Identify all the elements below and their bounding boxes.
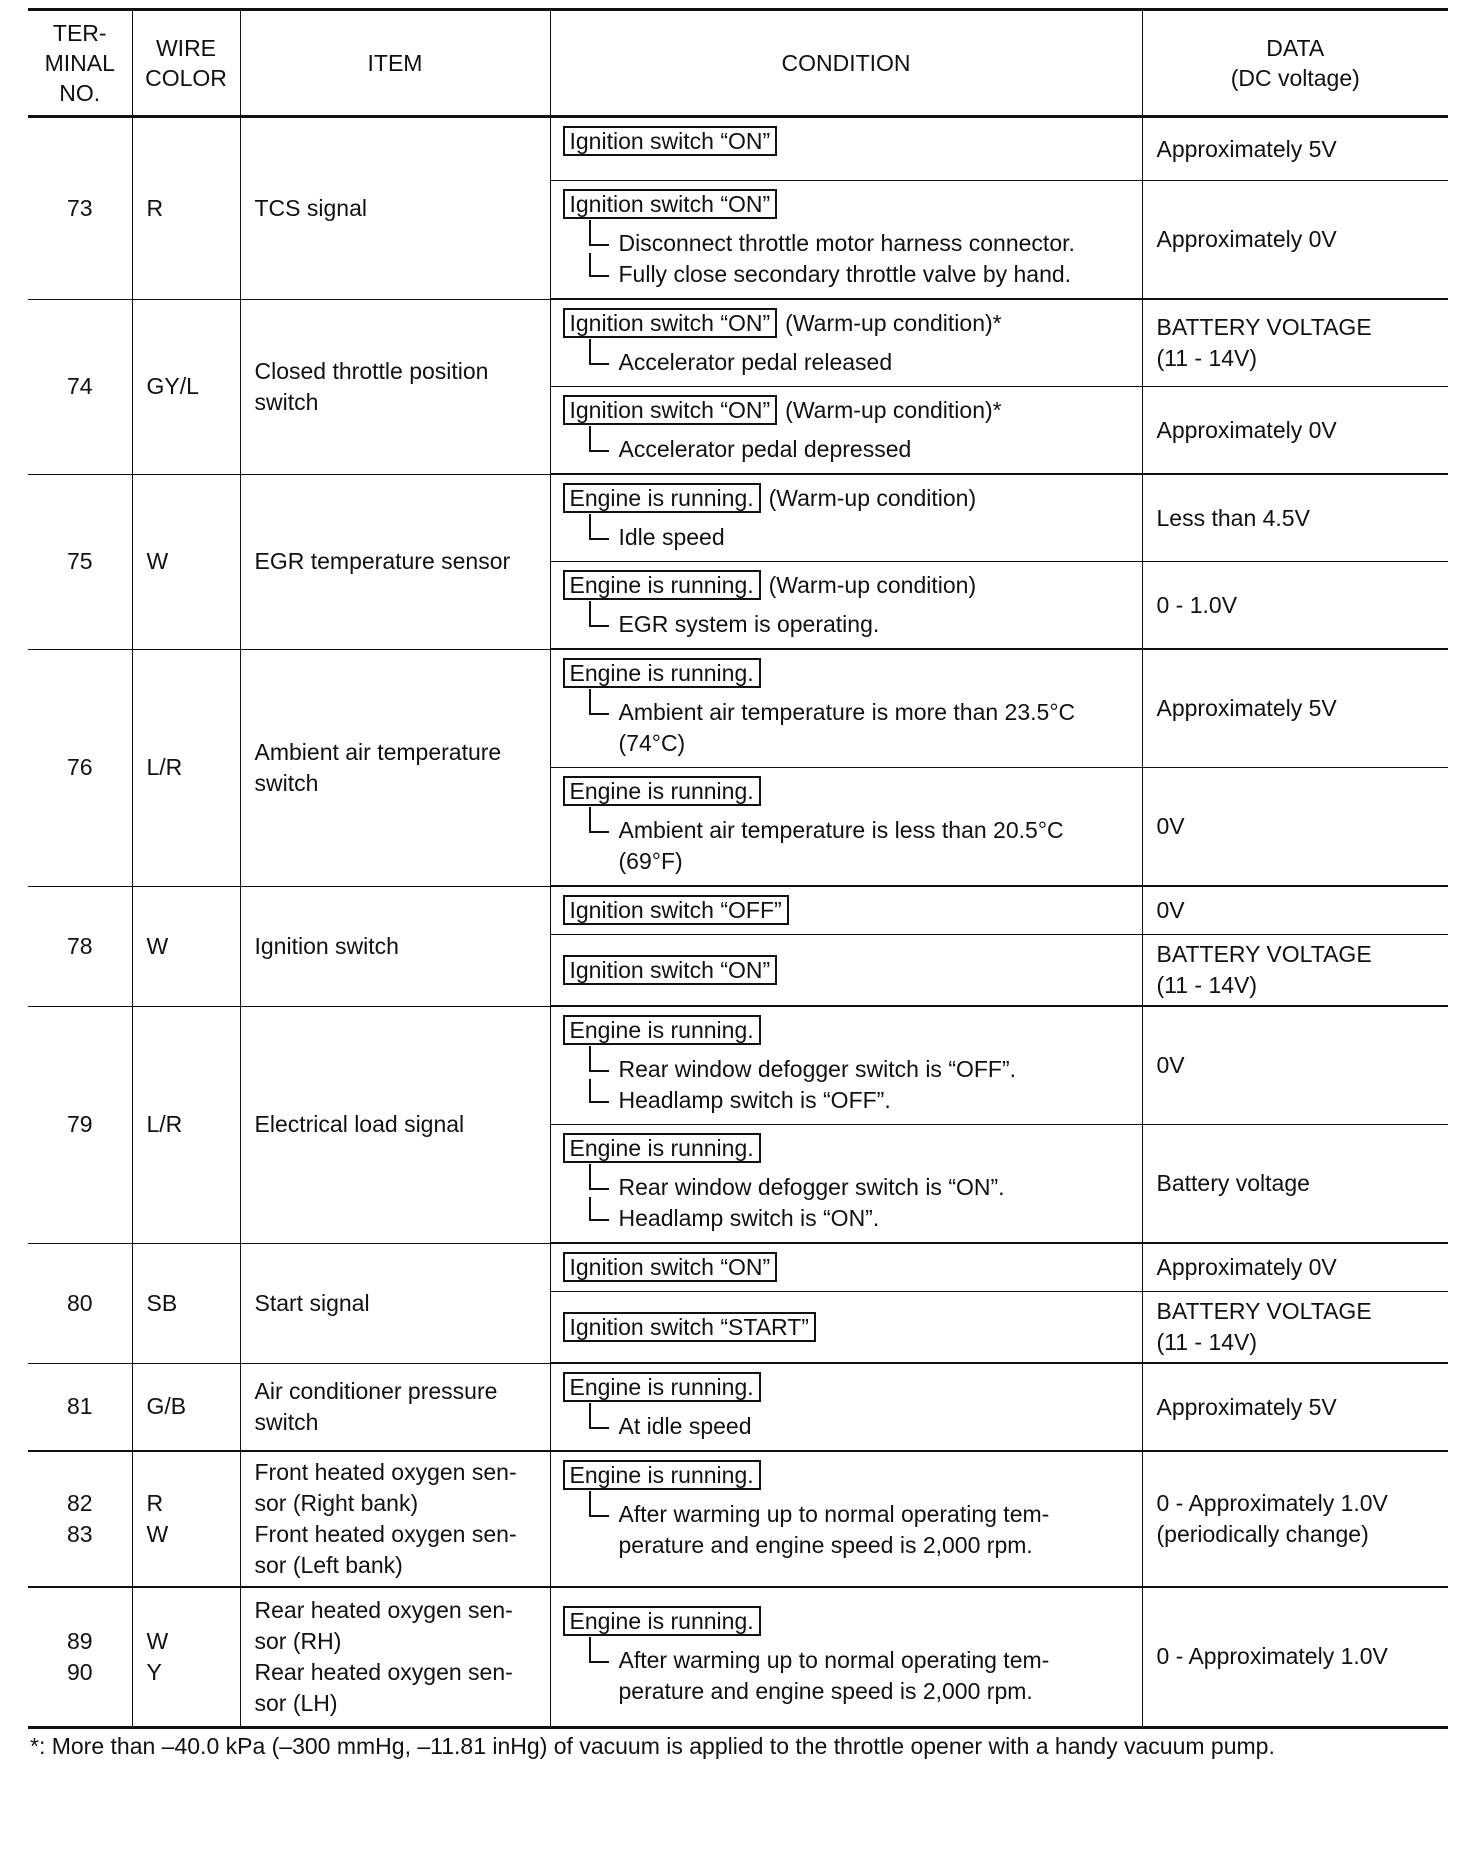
- sub-condition: Fully close secondary throttle valve by hand.: [589, 259, 1130, 290]
- footnote: *: More than –40.0 kPa (–300 mmHg, –11.81 inHg) of vacuum is applied to the throttle opener with a handy vacuum pump.: [30, 1732, 1275, 1759]
- table-row: [28, 474, 1448, 562]
- terminal-no: 81: [28, 1363, 132, 1451]
- sub-condition: Rear window defogger switch is “ON”.: [589, 1172, 1130, 1203]
- condition-box: Engine is running.: [563, 776, 761, 806]
- condition: [550, 181, 1142, 300]
- item: Electrical load signal: [240, 1006, 550, 1243]
- wire-color: L/R: [132, 649, 240, 886]
- table-row: [28, 1363, 1448, 1451]
- wire-color: SB: [132, 1243, 240, 1363]
- data-value: Approximately 5V: [1142, 649, 1448, 768]
- sub-condition: At idle speed: [589, 1411, 1130, 1442]
- table-row: [28, 117, 1448, 181]
- condition: [550, 649, 1142, 768]
- condition-box: Ignition switch “OFF”: [563, 895, 789, 925]
- condition-box: Engine is running.: [563, 1015, 761, 1045]
- sub-condition: Rear window defogger switch is “OFF”.: [589, 1054, 1130, 1085]
- header-terminal-no: TER- MINAL NO.: [28, 10, 132, 117]
- terminal-no: 78: [28, 886, 132, 1006]
- terminal-no: 79: [28, 1006, 132, 1243]
- table-row: [28, 1006, 1448, 1125]
- terminal-no: 74: [28, 299, 132, 474]
- item: Air conditioner pressure switch: [240, 1363, 550, 1451]
- terminal-no: 80: [28, 1243, 132, 1363]
- sub-condition: Ambient air temperature is more than 23.5°C (74°C): [589, 697, 1130, 759]
- data-value: Approximately 5V: [1142, 1363, 1448, 1451]
- terminal-no: 73: [28, 117, 132, 300]
- terminal-data-sheet: [28, 8, 1448, 1761]
- item: EGR temperature sensor: [240, 474, 550, 649]
- condition-box: Engine is running.: [563, 1133, 761, 1163]
- table-row: [28, 1243, 1448, 1292]
- condition: [550, 1451, 1142, 1587]
- item: TCS signal: [240, 117, 550, 300]
- condition: [550, 117, 1142, 181]
- item: Front heated oxygen sen- sor (Right bank) Front heated oxygen sen- sor (Left bank): [240, 1451, 550, 1587]
- data-value: 0 - 1.0V: [1142, 562, 1448, 650]
- table-row: [28, 299, 1448, 387]
- data-value: BATTERY VOLTAGE (11 - 14V): [1142, 1292, 1448, 1364]
- wire-color: R W: [132, 1451, 240, 1587]
- condition: [550, 1243, 1142, 1292]
- condition: [550, 768, 1142, 887]
- wire-color: W: [132, 886, 240, 1006]
- table-row: [28, 649, 1448, 768]
- sub-condition: Idle speed: [589, 522, 1130, 553]
- sub-condition: Headlamp switch is “OFF”.: [589, 1085, 1130, 1116]
- wire-color: W Y: [132, 1587, 240, 1727]
- condition-box: Ignition switch “ON”: [563, 1252, 778, 1282]
- condition-box: Ignition switch “ON”: [563, 126, 778, 156]
- sub-condition: Ambient air temperature is less than 20.5°C (69°F): [589, 815, 1130, 877]
- condition: [550, 1587, 1142, 1727]
- condition-box: Ignition switch “ON”: [563, 308, 778, 338]
- sub-condition: EGR system is operating.: [589, 609, 1130, 640]
- data-value: 0V: [1142, 768, 1448, 887]
- condition-box: Ignition switch “ON”: [563, 189, 778, 219]
- header-condition: CONDITION: [550, 10, 1142, 117]
- condition-box: Ignition switch “START”: [563, 1312, 816, 1342]
- condition-box: Engine is running.: [563, 570, 761, 600]
- wire-color: GY/L: [132, 299, 240, 474]
- condition-box: Engine is running.: [563, 1460, 761, 1490]
- item: Start signal: [240, 1243, 550, 1363]
- condition-box: Engine is running.: [563, 658, 761, 688]
- condition-box: Engine is running.: [563, 483, 761, 513]
- sub-condition: Accelerator pedal released: [589, 347, 1130, 378]
- condition: [550, 886, 1142, 935]
- sub-condition: After warming up to normal operating tem- perature and engine speed is 2,000 rpm.: [589, 1499, 1130, 1561]
- data-value: BATTERY VOLTAGE (11 - 14V): [1142, 299, 1448, 387]
- header-row: [28, 10, 1448, 117]
- item: Closed throttle position switch: [240, 299, 550, 474]
- condition: [550, 1006, 1142, 1125]
- header-wire-color: WIRE COLOR: [132, 10, 240, 117]
- wire-color: R: [132, 117, 240, 300]
- terminal-no: 76: [28, 649, 132, 886]
- table-row: [28, 886, 1448, 935]
- table-row: [28, 1587, 1448, 1727]
- condition-box: Engine is running.: [563, 1606, 761, 1636]
- sub-condition: Headlamp switch is “ON”.: [589, 1203, 1130, 1234]
- terminal-no: 89 90: [28, 1587, 132, 1727]
- condition: [550, 1363, 1142, 1451]
- condition: Engine is running. (Warm-up condition) EGR system is operating.: [550, 562, 1142, 650]
- sub-condition: Disconnect throttle motor harness connector.: [589, 228, 1130, 259]
- item: Ignition switch: [240, 886, 550, 1006]
- data-value: 0 - Approximately 1.0V (periodically change): [1142, 1451, 1448, 1587]
- data-value: Approximately 0V: [1142, 181, 1448, 300]
- data-value: BATTERY VOLTAGE (11 - 14V): [1142, 935, 1448, 1007]
- wire-color: G/B: [132, 1363, 240, 1451]
- data-value: 0V: [1142, 886, 1448, 935]
- condition-box: Ignition switch “ON”: [563, 395, 778, 425]
- condition: [550, 1125, 1142, 1244]
- ecm-terminal-table: [28, 8, 1448, 1729]
- data-value: 0V: [1142, 1006, 1448, 1125]
- item: Rear heated oxygen sen- sor (RH) Rear heated oxygen sen- sor (LH): [240, 1587, 550, 1727]
- condition: Engine is running. (Warm-up condition) Idle speed: [550, 474, 1142, 562]
- terminal-no: 82 83: [28, 1451, 132, 1587]
- item: Ambient air temperature switch: [240, 649, 550, 886]
- header-item: ITEM: [240, 10, 550, 117]
- wire-color: W: [132, 474, 240, 649]
- condition: Ignition switch “ON” (Warm-up condition)* Accelerator pedal released: [550, 299, 1142, 387]
- data-value: Approximately 0V: [1142, 387, 1448, 475]
- condition-box: Ignition switch “ON”: [563, 955, 778, 985]
- condition: Ignition switch “ON” (Warm-up condition)* Accelerator pedal depressed: [550, 387, 1142, 475]
- condition: [550, 1292, 1142, 1364]
- wire-color: L/R: [132, 1006, 240, 1243]
- condition-box: Engine is running.: [563, 1372, 761, 1402]
- terminal-no: 75: [28, 474, 132, 649]
- header-data: DATA (DC voltage): [1142, 10, 1448, 117]
- table-row: [28, 1451, 1448, 1587]
- sub-condition: Accelerator pedal depressed: [589, 434, 1130, 465]
- sub-condition: After warming up to normal operating tem- perature and engine speed is 2,000 rpm.: [589, 1645, 1130, 1707]
- condition: [550, 935, 1142, 1007]
- data-value: Battery voltage: [1142, 1125, 1448, 1244]
- data-value: Approximately 0V: [1142, 1243, 1448, 1292]
- data-value: 0 - Approximately 1.0V: [1142, 1587, 1448, 1727]
- data-value: Less than 4.5V: [1142, 474, 1448, 562]
- data-value: Approximately 5V: [1142, 117, 1448, 181]
